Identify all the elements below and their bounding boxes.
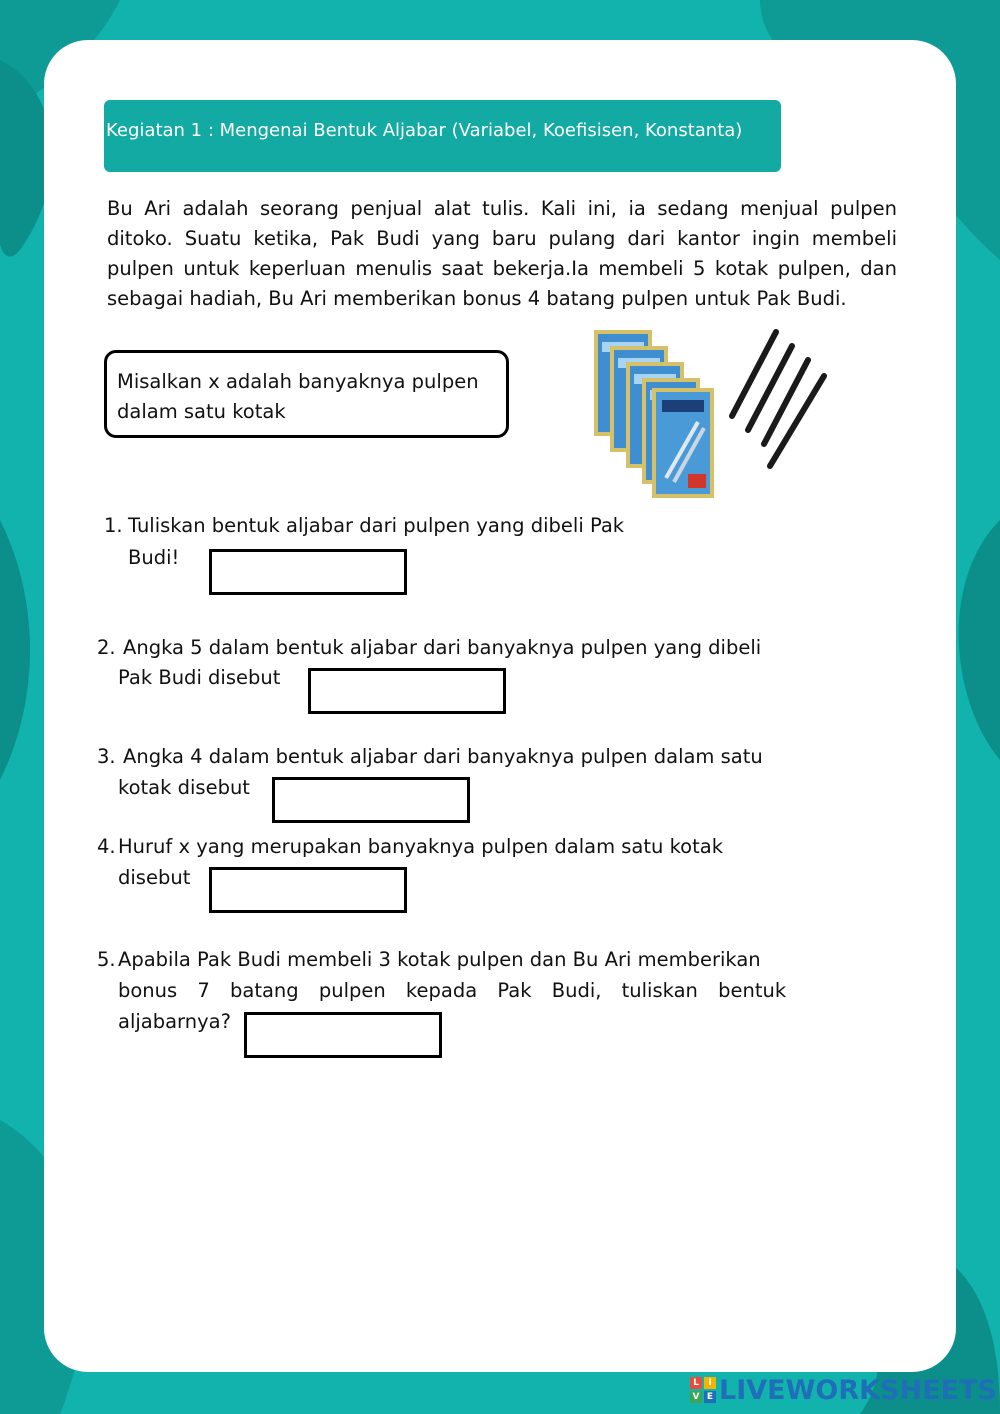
question-2-number: 2. — [97, 636, 116, 659]
question-3-text-line-2: kotak disebut — [118, 776, 250, 799]
question-1-text-line-2: Budi! — [128, 546, 180, 569]
question-5-text-line-2: bonus 7 batang pulpen kepada Pak Budi, tuliskan bentuk — [118, 979, 787, 1002]
liveworksheets-logo-text: LIVEWORKSHEETS — [719, 1374, 997, 1406]
question-5-number: 5. — [97, 948, 116, 971]
activity-title: Kegiatan 1 : Mengenai Bentuk Aljabar (Variabel, Koefisisen, Konstanta) — [106, 120, 743, 141]
question-3-number: 3. — [97, 745, 116, 768]
question-4-number: 4. — [97, 835, 116, 858]
answer-input-2[interactable] — [308, 668, 506, 714]
logo-letter-v: V — [690, 1391, 702, 1403]
question-2-text-line-2: Pak Budi disebut — [118, 666, 281, 689]
logo-letter-l: L — [690, 1377, 702, 1389]
question-1-number: 1. — [104, 514, 123, 537]
liveworksheets-logo-icon — [690, 1377, 716, 1403]
logo-letter-e: E — [704, 1391, 716, 1403]
liveworksheets-logo — [690, 1374, 997, 1406]
hint-line-2: dalam satu kotak — [117, 400, 286, 423]
question-1-text-line-1: Tuliskan bentuk aljabar dari pulpen yang dibeli Pak — [128, 514, 625, 537]
logo-letter-i: I — [704, 1377, 716, 1389]
activity-title-banner — [104, 100, 781, 172]
story-paragraph: Bu Ari adalah seorang penjual alat tulis. Kali ini, ia sedang menjual pulpen ditoko. Suatu ketika, Pak Budi yang baru pulang dari kantor ingin membeli pulpen untuk keperluan menulis saat bekerja.Ia membeli 5 kotak pulpen, dan sebagai hadiah, Bu Ari memberikan bonus 4 batang pulpen untuk Pak Budi. — [107, 197, 897, 310]
question-3-text-line-1: Angka 4 dalam bentuk aljabar dari banyaknya pulpen dalam satu — [123, 745, 763, 768]
pen-boxes-illustration — [590, 326, 830, 502]
answer-input-4[interactable] — [209, 867, 407, 913]
question-4-text-line-2: disebut — [118, 866, 191, 889]
pen-box-stack-icon — [594, 330, 714, 498]
question-2-text-line-1: Angka 5 dalam bentuk aljabar dari banyaknya pulpen yang dibeli — [123, 636, 762, 659]
loose-pens-icon — [732, 332, 824, 466]
answer-input-5[interactable] — [244, 1012, 442, 1058]
variable-hint-box — [104, 350, 509, 438]
question-5-text-line-1: Apabila Pak Budi membeli 3 kotak pulpen dan Bu Ari memberikan — [118, 948, 761, 971]
hint-line-1: Misalkan x adalah banyaknya pulpen — [117, 370, 479, 393]
question-4-text-line-1: Huruf x yang merupakan banyaknya pulpen dalam satu kotak — [118, 835, 723, 858]
answer-input-3[interactable] — [272, 777, 470, 823]
answer-input-1[interactable] — [209, 549, 407, 595]
question-5-text-line-3: aljabarnya? — [118, 1010, 231, 1033]
